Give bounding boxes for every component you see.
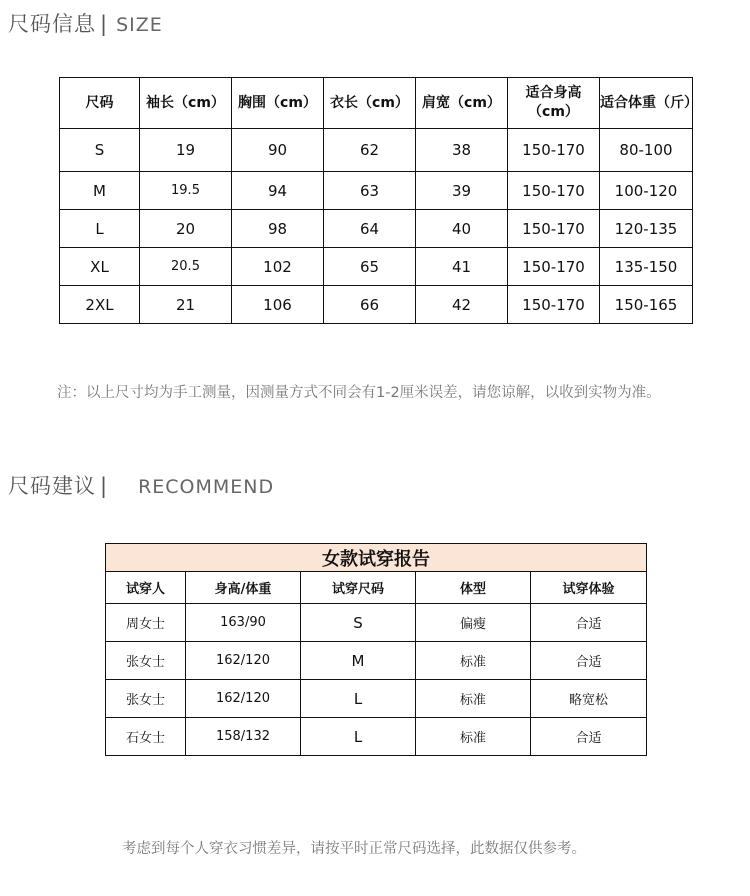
- table-row: [60, 210, 693, 248]
- cell-height: 150-170: [508, 248, 600, 286]
- size-title-en: SIZE: [116, 14, 163, 36]
- cell-size: L: [60, 210, 140, 248]
- cell-length: 63: [324, 172, 416, 210]
- cell-experience: 合适: [531, 604, 647, 642]
- trial-report-table: [105, 543, 647, 756]
- header-weight: 适合体重（斤）: [600, 78, 693, 129]
- cell-length: 65: [324, 248, 416, 286]
- cell-size: M: [60, 172, 140, 210]
- cell-height: 150-170: [508, 286, 600, 324]
- cell-length: 66: [324, 286, 416, 324]
- cell-shoulder: 38: [416, 129, 508, 172]
- cell-size: 2XL: [60, 286, 140, 324]
- cell-shoulder: 41: [416, 248, 508, 286]
- cell-height: 150-170: [508, 210, 600, 248]
- cell-trial-size: S: [301, 604, 416, 642]
- header-height: 适合身高（cm）: [508, 78, 600, 129]
- cell-sleeve: 20: [140, 210, 232, 248]
- cell-tester: 石女士: [106, 718, 186, 756]
- cell-size: XL: [60, 248, 140, 286]
- cell-tester: 张女士: [106, 642, 186, 680]
- title-divider: |: [100, 474, 109, 498]
- cell-weight: 150-165: [600, 286, 693, 324]
- cell-sleeve: 19: [140, 129, 232, 172]
- header-length: 衣长（cm）: [324, 78, 416, 129]
- cell-length: 64: [324, 210, 416, 248]
- cell-body-type: 偏瘦: [416, 604, 531, 642]
- header-body-type: 体型: [416, 572, 531, 604]
- table-row: [106, 718, 647, 756]
- size-table-header-row: [60, 78, 693, 129]
- size-title-cn: 尺码信息: [8, 12, 96, 36]
- cell-trial-size: M: [301, 642, 416, 680]
- size-measurement-note: 注：以上尺寸均为手工测量，因测量方式不同会有1-2厘米误差，请您谅解，以收到实物为准。: [57, 385, 661, 401]
- cell-weight: 135-150: [600, 248, 693, 286]
- header-sleeve: 袖长（cm）: [140, 78, 232, 129]
- cell-sleeve: 21: [140, 286, 232, 324]
- recommend-title-en: RECOMMEND: [138, 476, 275, 498]
- cell-experience: 合适: [531, 718, 647, 756]
- trial-table-header-row: [106, 572, 647, 604]
- table-row: [106, 642, 647, 680]
- cell-trial-size: L: [301, 718, 416, 756]
- cell-height-weight: 162/120: [186, 680, 301, 718]
- cell-body-type: 标准: [416, 718, 531, 756]
- cell-size: S: [60, 129, 140, 172]
- header-trial-size: 试穿尺码: [301, 572, 416, 604]
- cell-height-weight: 163/90: [186, 604, 301, 642]
- cell-experience: 合适: [531, 642, 647, 680]
- cell-length: 62: [324, 129, 416, 172]
- size-section-title: [8, 8, 163, 38]
- trial-table-caption: 女款试穿报告: [106, 544, 647, 572]
- table-row: [60, 286, 693, 324]
- recommend-section-title: [8, 470, 274, 500]
- cell-experience: 略宽松: [531, 680, 647, 718]
- cell-weight: 80-100: [600, 129, 693, 172]
- header-experience: 试穿体验: [531, 572, 647, 604]
- trial-table-caption-row: [106, 544, 647, 572]
- recommend-footer-note: 考虑到每个人穿衣习惯差异，请按平时正常尺码选择，此数据仅供参考。: [122, 841, 586, 857]
- cell-sleeve: 20.5: [140, 248, 232, 286]
- recommend-title-cn: 尺码建议: [8, 474, 96, 498]
- header-size: 尺码: [60, 78, 140, 129]
- cell-height: 150-170: [508, 172, 600, 210]
- table-row: [60, 129, 693, 172]
- table-row: [60, 248, 693, 286]
- cell-shoulder: 39: [416, 172, 508, 210]
- cell-chest: 90: [232, 129, 324, 172]
- size-chart-table: [59, 77, 698, 324]
- cell-chest: 106: [232, 286, 324, 324]
- header-chest: 胸围（cm）: [232, 78, 324, 129]
- cell-height-weight: 158/132: [186, 718, 301, 756]
- table-row: [60, 172, 693, 210]
- cell-shoulder: 40: [416, 210, 508, 248]
- cell-chest: 94: [232, 172, 324, 210]
- cell-chest: 98: [232, 210, 324, 248]
- header-shoulder: 肩宽（cm）: [416, 78, 508, 129]
- cell-trial-size: L: [301, 680, 416, 718]
- cell-shoulder: 42: [416, 286, 508, 324]
- cell-tester: 张女士: [106, 680, 186, 718]
- cell-height: 150-170: [508, 129, 600, 172]
- table-row: [106, 680, 647, 718]
- cell-tester: 周女士: [106, 604, 186, 642]
- cell-weight: 120-135: [600, 210, 693, 248]
- cell-body-type: 标准: [416, 642, 531, 680]
- cell-body-type: 标准: [416, 680, 531, 718]
- cell-chest: 102: [232, 248, 324, 286]
- cell-weight: 100-120: [600, 172, 693, 210]
- cell-height-weight: 162/120: [186, 642, 301, 680]
- header-height-weight: 身高/体重: [186, 572, 301, 604]
- table-row: [106, 604, 647, 642]
- title-divider: |: [100, 12, 109, 36]
- cell-sleeve: 19.5: [140, 172, 232, 210]
- header-tester: 试穿人: [106, 572, 186, 604]
